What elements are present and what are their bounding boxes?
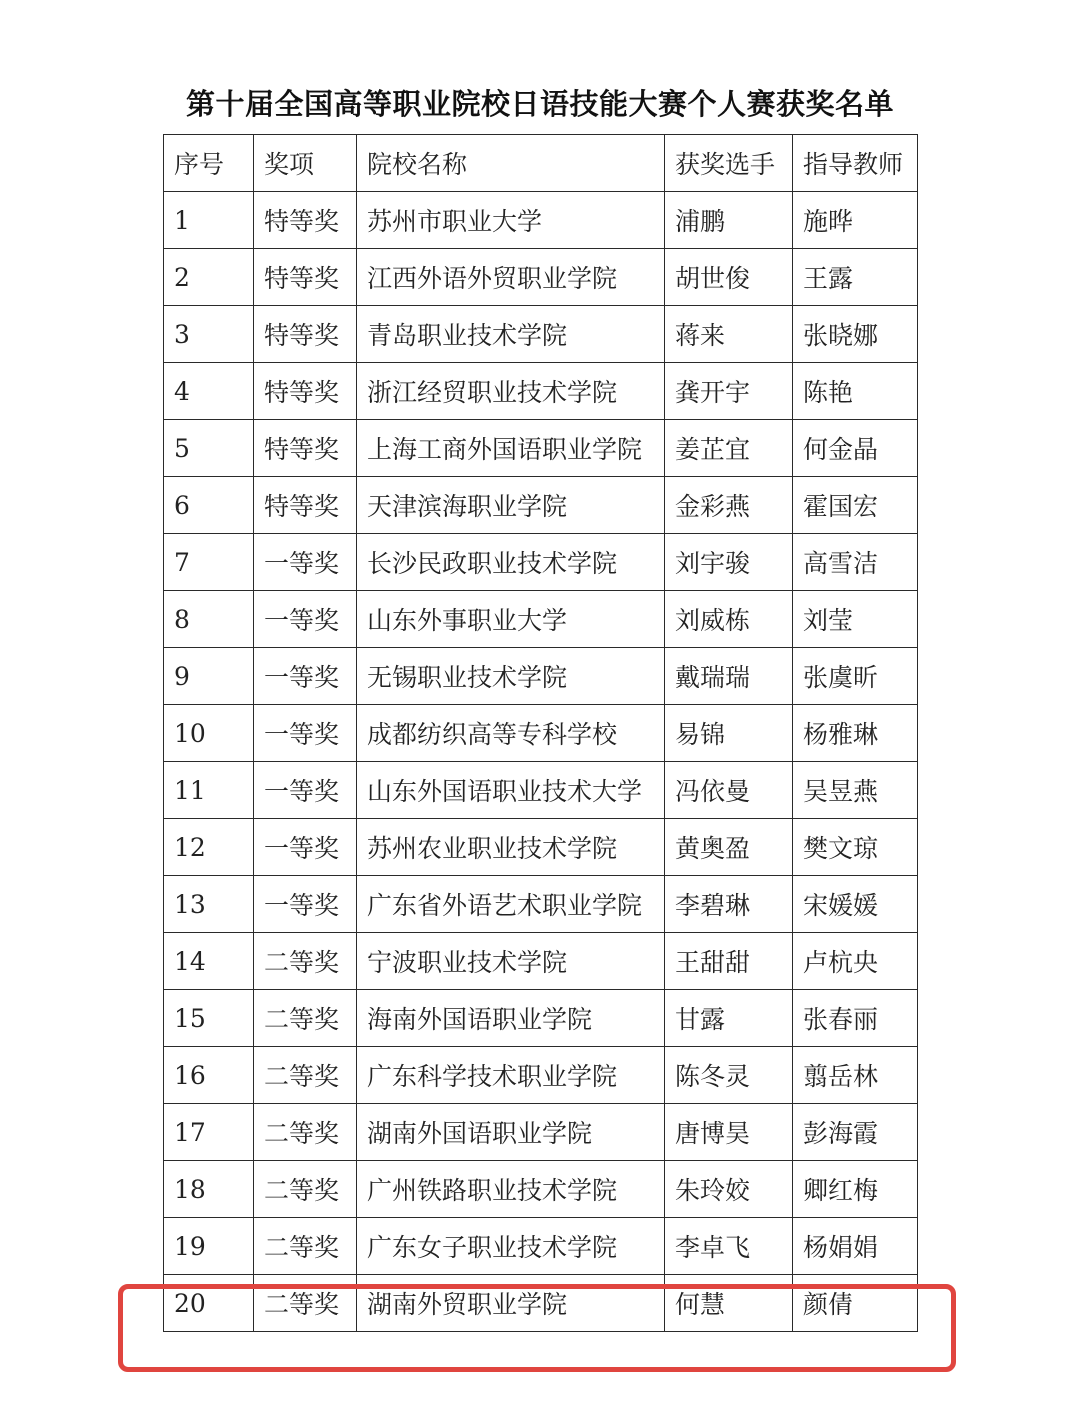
header-cell-student: 获奖选手 <box>665 135 793 192</box>
table-row <box>164 819 918 876</box>
cell-school: 海南外国语职业学院 <box>357 990 665 1047</box>
cell-teacher: 卢杭央 <box>793 933 918 990</box>
cell-school: 长沙民政职业技术学院 <box>357 534 665 591</box>
table-row <box>164 990 918 1047</box>
cell-school: 苏州市职业大学 <box>357 192 665 249</box>
cell-no: 12 <box>164 819 254 876</box>
cell-no: 2 <box>164 249 254 306</box>
cell-award: 一等奖 <box>254 705 357 762</box>
cell-no: 7 <box>164 534 254 591</box>
cell-award: 特等奖 <box>254 363 357 420</box>
cell-award: 二等奖 <box>254 1275 357 1332</box>
table-row <box>164 1161 918 1218</box>
cell-award: 特等奖 <box>254 249 357 306</box>
table-row <box>164 1218 918 1275</box>
cell-no: 15 <box>164 990 254 1047</box>
table-row <box>164 420 918 477</box>
table-row <box>164 705 918 762</box>
cell-no: 13 <box>164 876 254 933</box>
cell-school: 无锡职业技术学院 <box>357 648 665 705</box>
cell-award: 二等奖 <box>254 1161 357 1218</box>
table-row <box>164 477 918 534</box>
cell-student: 朱玲姣 <box>665 1161 793 1218</box>
table-row <box>164 363 918 420</box>
cell-award: 一等奖 <box>254 819 357 876</box>
header-cell-no: 序号 <box>164 135 254 192</box>
cell-school: 广州铁路职业技术学院 <box>357 1161 665 1218</box>
cell-no: 5 <box>164 420 254 477</box>
header-cell-teacher: 指导教师 <box>793 135 918 192</box>
highlight-box <box>118 1284 956 1372</box>
awards-table <box>163 134 918 1332</box>
cell-teacher: 张春丽 <box>793 990 918 1047</box>
cell-student: 金彩燕 <box>665 477 793 534</box>
cell-teacher: 张晓娜 <box>793 306 918 363</box>
cell-teacher: 杨雅琳 <box>793 705 918 762</box>
table-row <box>164 192 918 249</box>
table-row <box>164 762 918 819</box>
table-row <box>164 249 918 306</box>
cell-student: 浦鹏 <box>665 192 793 249</box>
cell-teacher: 颜倩 <box>793 1275 918 1332</box>
cell-no: 14 <box>164 933 254 990</box>
cell-no: 20 <box>164 1275 254 1332</box>
page-title: 第十届全国高等职业院校日语技能大赛个人赛获奖名单 <box>185 87 894 121</box>
cell-no: 8 <box>164 591 254 648</box>
cell-school: 浙江经贸职业技术学院 <box>357 363 665 420</box>
cell-teacher: 何金晶 <box>793 420 918 477</box>
cell-award: 二等奖 <box>254 933 357 990</box>
cell-student: 胡世俊 <box>665 249 793 306</box>
cell-teacher: 吴昱燕 <box>793 762 918 819</box>
cell-teacher: 宋媛媛 <box>793 876 918 933</box>
cell-award: 一等奖 <box>254 534 357 591</box>
table-row <box>164 876 918 933</box>
cell-school: 广东科学技术职业学院 <box>357 1047 665 1104</box>
cell-school: 青岛职业技术学院 <box>357 306 665 363</box>
cell-no: 4 <box>164 363 254 420</box>
cell-student: 黄奥盈 <box>665 819 793 876</box>
cell-teacher: 施晔 <box>793 192 918 249</box>
cell-award: 特等奖 <box>254 420 357 477</box>
cell-school: 湖南外贸职业学院 <box>357 1275 665 1332</box>
cell-award: 一等奖 <box>254 876 357 933</box>
table-row <box>164 648 918 705</box>
cell-student: 蒋来 <box>665 306 793 363</box>
cell-teacher: 卿红梅 <box>793 1161 918 1218</box>
header-cell-award: 奖项 <box>254 135 357 192</box>
cell-school: 苏州农业职业技术学院 <box>357 819 665 876</box>
cell-school: 广东省外语艺术职业学院 <box>357 876 665 933</box>
cell-teacher: 刘莹 <box>793 591 918 648</box>
cell-award: 二等奖 <box>254 990 357 1047</box>
cell-school: 成都纺织高等专科学校 <box>357 705 665 762</box>
cell-student: 何慧 <box>665 1275 793 1332</box>
cell-student: 姜芷宜 <box>665 420 793 477</box>
cell-school: 天津滨海职业学院 <box>357 477 665 534</box>
cell-school: 湖南外国语职业学院 <box>357 1104 665 1161</box>
cell-award: 二等奖 <box>254 1047 357 1104</box>
cell-award: 特等奖 <box>254 192 357 249</box>
cell-teacher: 陈艳 <box>793 363 918 420</box>
cell-student: 陈冬灵 <box>665 1047 793 1104</box>
cell-student: 刘宇骏 <box>665 534 793 591</box>
cell-no: 19 <box>164 1218 254 1275</box>
cell-no: 16 <box>164 1047 254 1104</box>
cell-student: 甘露 <box>665 990 793 1047</box>
table-header-row <box>164 135 918 192</box>
cell-teacher: 樊文琼 <box>793 819 918 876</box>
cell-teacher: 张虞昕 <box>793 648 918 705</box>
cell-teacher: 高雪洁 <box>793 534 918 591</box>
header-cell-school: 院校名称 <box>357 135 665 192</box>
table-row <box>164 591 918 648</box>
cell-teacher: 杨娟娟 <box>793 1218 918 1275</box>
cell-student: 易锦 <box>665 705 793 762</box>
cell-student: 李卓飞 <box>665 1218 793 1275</box>
cell-no: 1 <box>164 192 254 249</box>
table-row <box>164 306 918 363</box>
cell-award: 一等奖 <box>254 762 357 819</box>
cell-no: 6 <box>164 477 254 534</box>
cell-student: 李碧琳 <box>665 876 793 933</box>
cell-teacher: 霍国宏 <box>793 477 918 534</box>
cell-student: 唐博昊 <box>665 1104 793 1161</box>
cell-award: 一等奖 <box>254 648 357 705</box>
cell-award: 特等奖 <box>254 477 357 534</box>
table-row <box>164 933 918 990</box>
cell-award: 二等奖 <box>254 1218 357 1275</box>
cell-teacher: 彭海霞 <box>793 1104 918 1161</box>
cell-no: 18 <box>164 1161 254 1218</box>
cell-student: 刘威栋 <box>665 591 793 648</box>
cell-student: 龚开宇 <box>665 363 793 420</box>
cell-school: 山东外事职业大学 <box>357 591 665 648</box>
cell-school: 江西外语外贸职业学院 <box>357 249 665 306</box>
cell-school: 广东女子职业技术学院 <box>357 1218 665 1275</box>
cell-school: 山东外国语职业技术大学 <box>357 762 665 819</box>
cell-no: 10 <box>164 705 254 762</box>
table-row <box>164 534 918 591</box>
cell-award: 特等奖 <box>254 306 357 363</box>
table-row <box>164 1047 918 1104</box>
cell-student: 戴瑞瑞 <box>665 648 793 705</box>
cell-school: 宁波职业技术学院 <box>357 933 665 990</box>
cell-award: 二等奖 <box>254 1104 357 1161</box>
cell-student: 王甜甜 <box>665 933 793 990</box>
cell-no: 3 <box>164 306 254 363</box>
cell-school: 上海工商外国语职业学院 <box>357 420 665 477</box>
cell-teacher: 王露 <box>793 249 918 306</box>
cell-student: 冯依曼 <box>665 762 793 819</box>
cell-no: 17 <box>164 1104 254 1161</box>
cell-award: 一等奖 <box>254 591 357 648</box>
cell-teacher: 翦岳林 <box>793 1047 918 1104</box>
cell-no: 11 <box>164 762 254 819</box>
table-row <box>164 1104 918 1161</box>
cell-no: 9 <box>164 648 254 705</box>
